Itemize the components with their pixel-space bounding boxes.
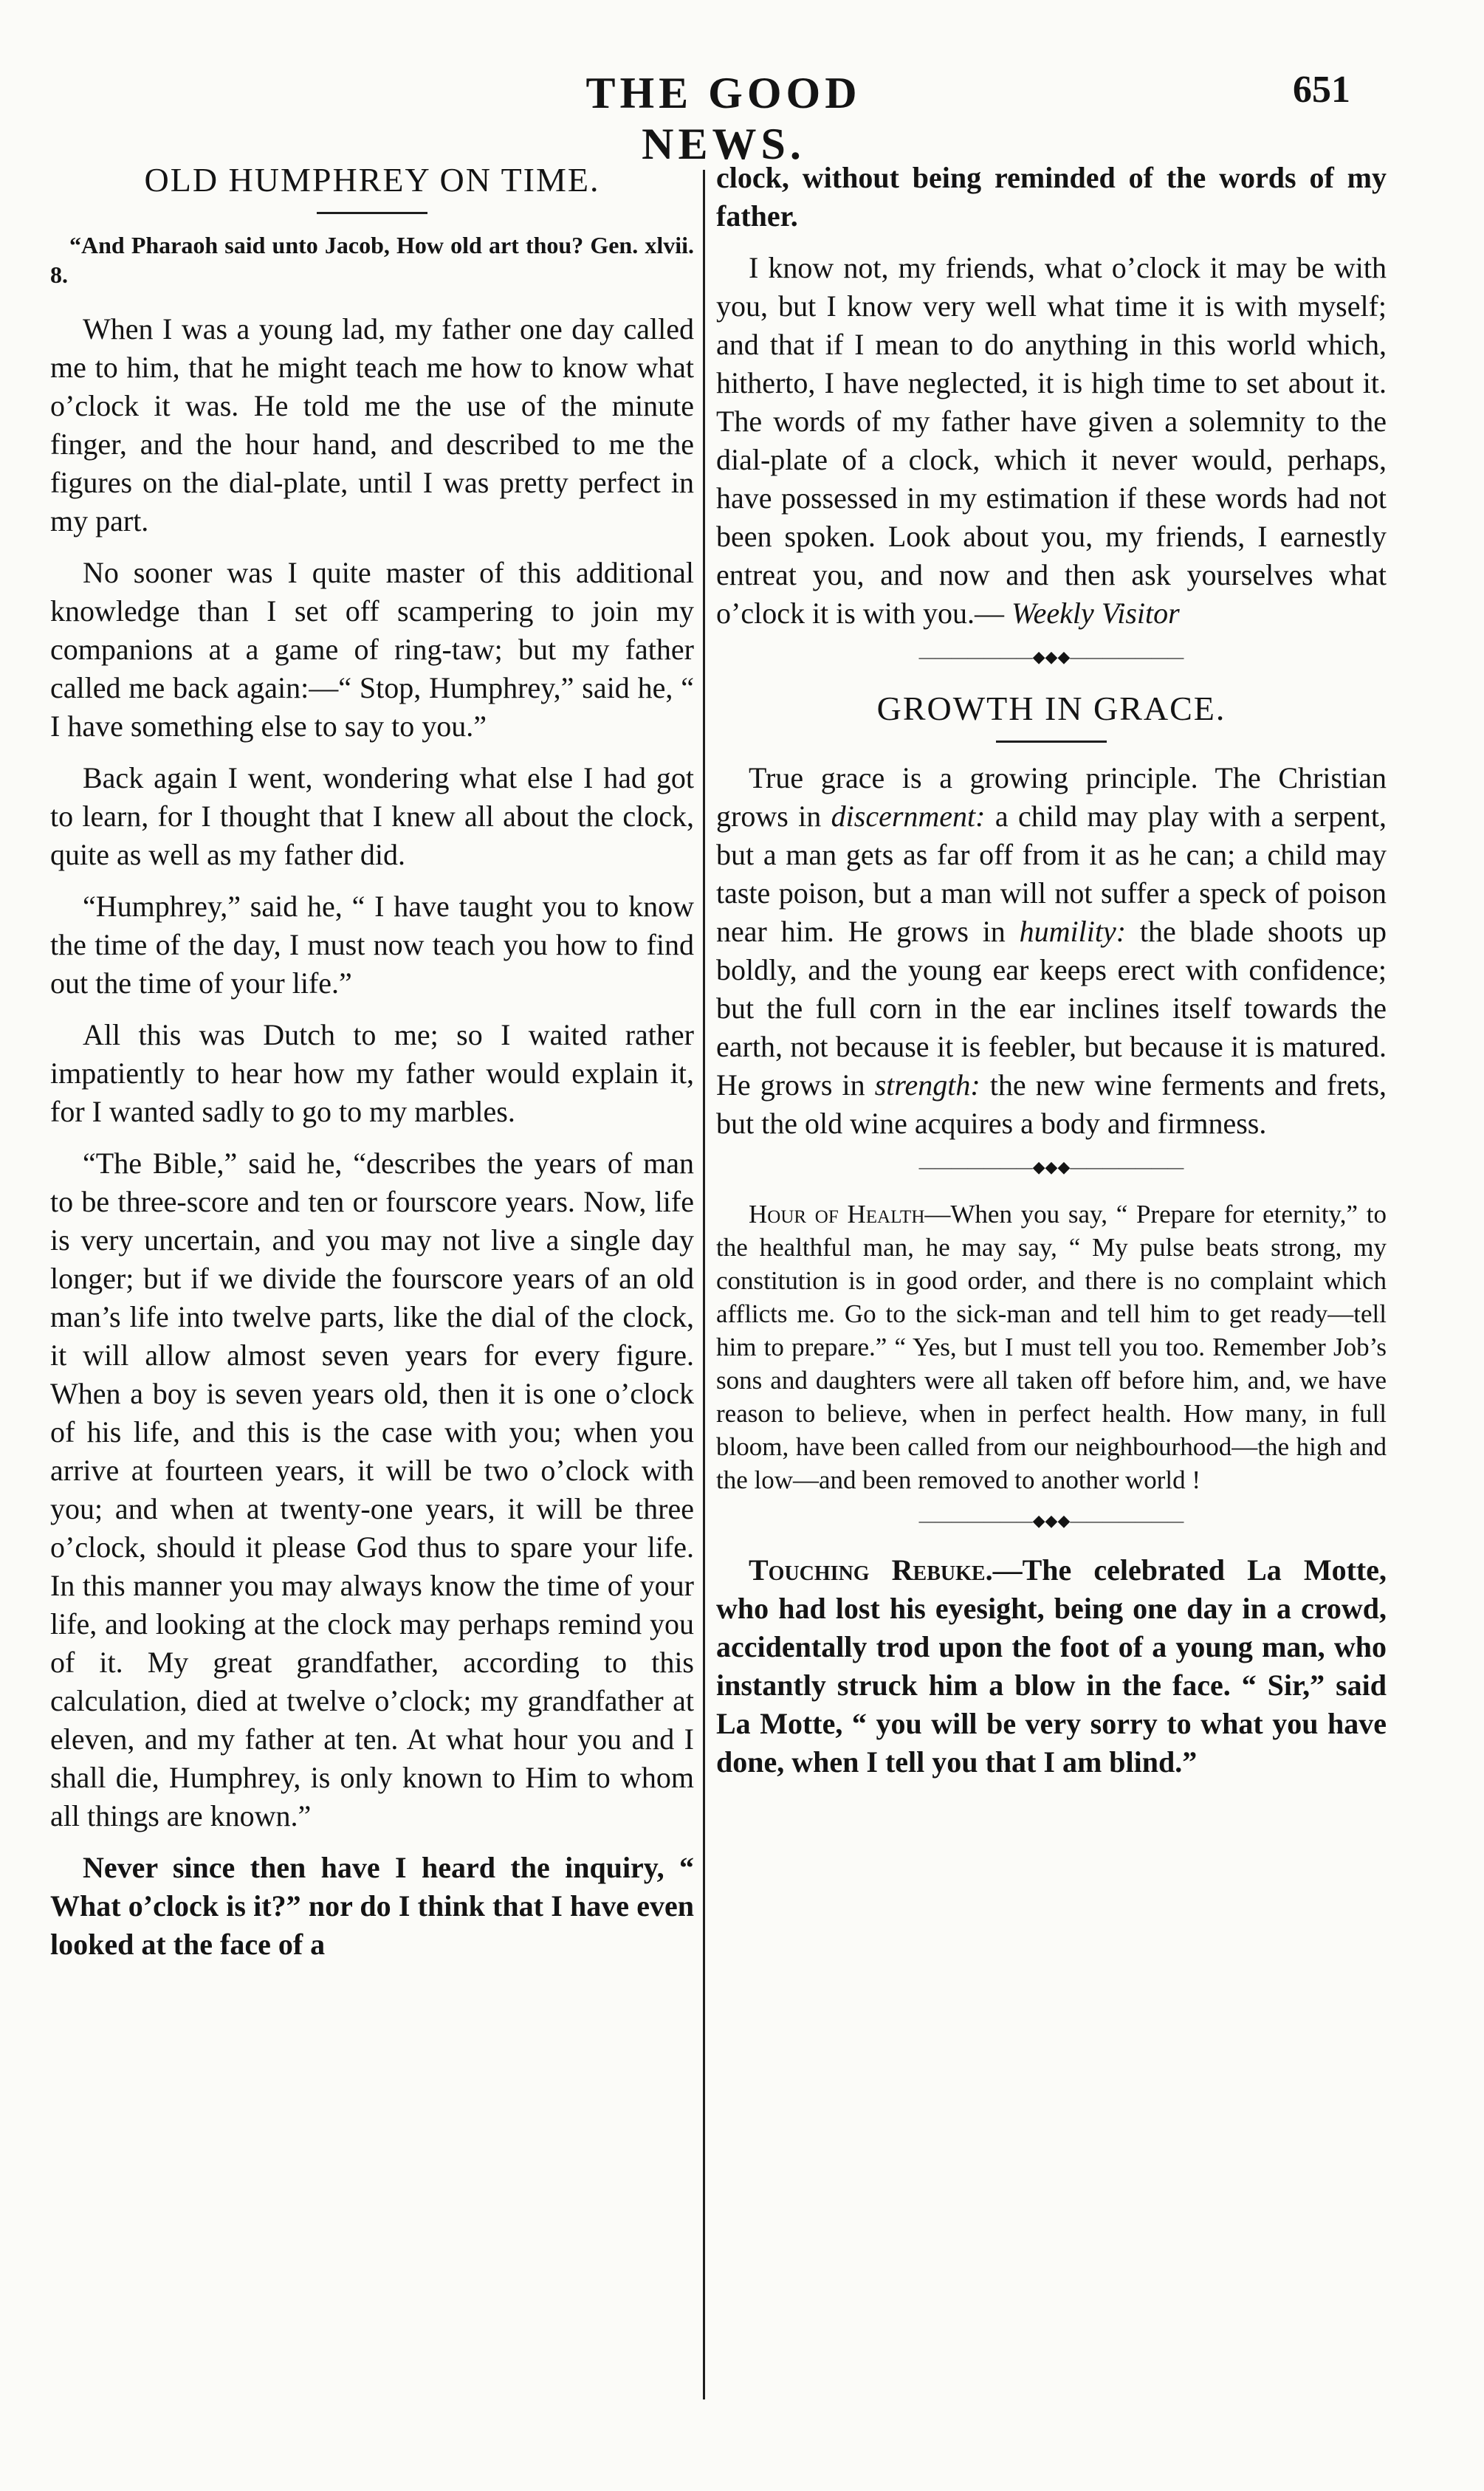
masthead (0, 68, 1484, 168)
page-number: 651 (1293, 69, 1350, 111)
hour-of-health-paragraph (716, 1198, 1387, 1497)
article-title-growth-in-grace: GROWTH IN GRACE. (876, 690, 1226, 727)
paragraph: “The Bible,” said he, “describes the years of man to be three-score and ten or fourscore years. Now, life is very uncertain, and you may not live a single day longer; but if we divide the fourscore years of an old man’s life into twelve parts, like the dial of the clock, it will allow almost seven years for every figure. When a boy is seven years old, then it is one o’clock of his life, and this is the case with you; when you arrive at fourteen years, it will be two o’clock with you; and when at twenty-one years, it will be three o’clock, should it please God thus to spare your life. In this manner you may always know the time of your life, and looking at the clock may perhaps remind you of it. My great grandfather, according to this calculation, died at twelve o’clock; my grandfather at eleven, and my father at ten. At what hour you and I shall die, Humphrey, is only known to Him to whom all things are known.” (50, 1147, 694, 1832)
growth-paragraph (716, 759, 1387, 1143)
paragraph: Back again I went, wondering what else I had got to learn, for I thought that I knew all about the clock, quite as well as my father did. (50, 761, 694, 871)
section-separator: ———————◆◆◆——————— (918, 1158, 1184, 1176)
paragraph: All this was Dutch to me; so I waited rather impatiently to hear how my father would explain it, for I wanted sadly to go to my marbles. (50, 1018, 694, 1128)
text-run: True grace is a growing principle. The Christian grows in (716, 761, 1387, 833)
right-column (716, 159, 1387, 2402)
run-in-heading: Hour of Health (749, 1200, 925, 1229)
source-credit: Weekly Visitor (1011, 597, 1180, 630)
title-rule (317, 212, 427, 214)
text-run: the new wine ferments and frets, but the old wine acquires a body and firmness. (716, 1068, 1387, 1140)
text-run: —The celebrated La Motte, who had lost his eyesight, being one day in a crowd, accidentally trod upon the foot of a young man, who instantly struck him a blow in the face. “ Sir,” said La Motte, “ you will be very sorry to what you have done, when I tell you that I am blind.” (716, 1553, 1387, 1779)
paragraph (716, 249, 1387, 633)
emphasis: strength: (874, 1068, 980, 1102)
text-run: —When you say, “ Prepare for eternity,” to the healthful man, he may say, “ My pulse beats strong, my constitution is in good order, and there is no complaint which afflicts me. Go to the sick-man and tell him to get ready—tell him to prepare.” “ Yes, but I must tell you too. Remember Job’s sons and daughters were all taken off before him, and, we have reason to believe, when in perfect health. How many, in full bloom, have been called from our neighbourhood—the high and the low—and been removed to another world ! (716, 1200, 1387, 1494)
column-divider (703, 170, 705, 2399)
paragraph: Never since then have I heard the inquiry, “ What o’clock is it?” nor do I think that I have even looked at the face of a (50, 1851, 694, 1961)
touching-rebuke-paragraph (716, 1551, 1387, 1782)
text-run: the blade shoots up boldly, and the young ear keeps erect with confidence; but the full corn in the ear inclines itself towards the earth, not because it is feebler, but because it is matured. He grows in (716, 915, 1387, 1102)
title-rule (996, 741, 1107, 743)
article-title-old-humphrey: OLD HUMPHREY ON TIME. (144, 161, 600, 199)
epigraph: “And Pharaoh said unto Jacob, How old art thou? Gen. xlvii. 8. (50, 232, 694, 288)
text-run: a child may play with a serpent, but a man gets as far off from it as he can; a child may taste poison, but a man will not suffer a speck of poison near him. He grows in (716, 800, 1387, 948)
continued-text: clock, without being reminded of the words of my father. (716, 161, 1387, 233)
paragraph: No sooner was I quite master of this additional knowledge than I set off scampering to join my companions at a game of ring-taw; but my father called me back again:—“ Stop, Humphrey,” said he, “ I have something else to say to you.” (50, 556, 694, 743)
left-column (50, 159, 694, 2402)
paragraph: When I was a young lad, my father one day called me to him, that he might teach me how to know what o’clock it was. He told me the use of the minute finger, and the hour hand, and described to me the figures on the dial-plate, until I was pretty perfect in my part. (50, 312, 694, 537)
section-separator: ———————◆◆◆——————— (918, 1511, 1184, 1530)
section-separator: ———————◆◆◆——————— (918, 647, 1184, 666)
emphasis: discernment: (831, 800, 986, 833)
paragraph-text: I know not, my friends, what o’clock it may be with you, but I know very well what time it is with myself; and that if I mean to do anything in this world which, hitherto, I have neglected, it is high time to set about it. The words of my father have given a solemnity to the dial-plate of a clock, which it never would, perhaps, have possessed in my estimation if these words had not been spoken. Look about you, my friends, I earnestly entreat you, and now and then ask yourselves what o’clock it is with you.— (716, 251, 1387, 630)
newspaper-title: THE GOOD NEWS. (585, 69, 862, 168)
run-in-heading: Touching Rebuke. (749, 1553, 993, 1587)
emphasis: humility: (1019, 915, 1127, 948)
paragraph: “Humphrey,” said he, “ I have taught you to know the time of the day, I must now teach you how to find out the time of your life.” (50, 890, 694, 1000)
